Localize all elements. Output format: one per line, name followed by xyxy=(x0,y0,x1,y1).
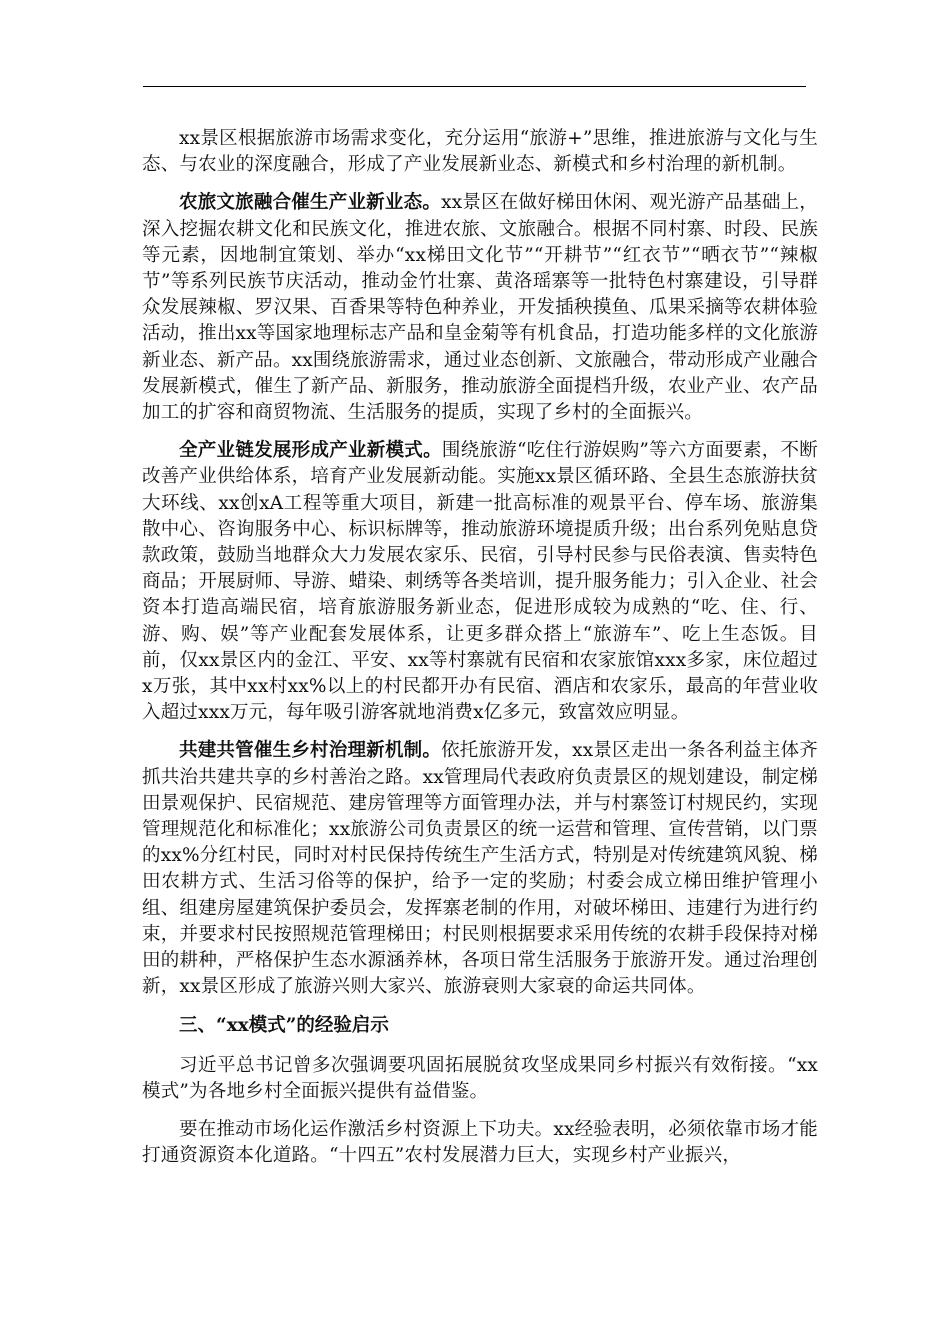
section-heading: 三、“xx模式”的经验启示 xyxy=(179,1014,389,1036)
paragraph-governance-mechanism xyxy=(142,738,818,1000)
paragraph-text: 围绕旅游“吃住行游娱购”等六方面要素，不断改善产业供给体系，培育产业发展新动能。实施xx景区循环路、全县生态旅游扶贫大环线、xx创xA工程等重大项目，新建一批高标准的观景平台、停车场、旅游集散中心、咨询服务中心、标识标牌等，推动旅游环境提质升级；出台系列免贴息贷款政策，鼓励当地群众大力发展农家乐、民宿，引导村民参与民俗表演、售卖特色商品；开展厨师、导游、蜡染、刺绣等各类培训，提升服务能力；引入企业、社会资本打造高端民宿，培育旅游服务新业态，促进形成较为成熟的“吃、住、行、游、购、娱”等产业配套发展体系，让更多群众搭上“旅游车”、吃上生态饭。目前，仅xx景区内的金江、平安、xx等村寨就有民宿和农家旅馆xxx多家，床位超过x万张，其中xx村xx%以上的村民都开办有民宿、酒店和农家乐，最高的年营业收入超过xxx万元，每年吸引游客就地消费x亿多元，致富效应明显。 xyxy=(142,440,818,724)
paragraph-lessons-intro xyxy=(142,1053,818,1105)
paragraph-lead: 共建共管催生乡村治理新机制。 xyxy=(179,740,442,762)
header-rule xyxy=(143,86,806,87)
paragraph-new-business-forms xyxy=(142,190,818,426)
paragraph-text: xx景区在做好梯田休闲、观光游产品基础上，深入挖掘农耕文化和民族文化，推进农旅、文旅融合。根据不同村寨、时段、民族等元素，因地制宜策划、举办“xx梯田文化节”“开耕节”“红衣节”“晒衣节”“辣椒节”等系列民族节庆活动，推动金竹壮寨、黄洛瑶寨等一批特色村寨建设，引导群众发展辣椒、罗汉果、百香果等特色种养业，开发插秧摸鱼、瓜果采摘等农耕体验活动，推出xx等国家地理标志产品和皇金菊等有机食品，打造功能多样的文化旅游新业态、新产品。xx围绕旅游需求，通过业态创新、文旅融合，带动形成产业融合发展新模式，催生了新产品、新服务，推动旅游全面提档升级，农业产业、农产品加工的扩容和商贸物流、生活服务的提质，实现了乡村的全面振兴。 xyxy=(142,192,818,424)
paragraph-lead: 农旅文旅融合催生产业新业态。 xyxy=(179,192,442,214)
paragraph-lead: 全产业链发展形成产业新模式。 xyxy=(179,440,442,462)
paragraph-new-industry-model xyxy=(142,438,818,726)
paragraph-text: 依托旅游开发，xx景区走出一条各利益主体齐抓共治共建共享的乡村善治之路。xx管理局代表政府负责景区的规划建设，制定梯田景观保护、民宿规范、建房管理等方面管理办法，并与村寨签订村规民约，实现管理规范化和标准化；xx旅游公司负责景区的统一运营和管理、宣传营销，以门票的xx%分红村民，同时对村民保持传统生产生活方式，特别是对传统建筑风貌、梯田农耕方式、生活习俗等的保护，给予一定的奖励；村委会成立梯田维护管理小组、组建房屋建筑保护委员会，发挥寨老制的作用，对破坏梯田、违建行为进行约束，并要求村民按照规范管理梯田；村民则根据要求采用传统的农耕手段保持对梯田的耕种，严格保护生态水源涵养林，各项日常生活服务于旅游开发。通过治理创新，xx景区形成了旅游兴则大家兴、旅游衰则大家衰的命运共同体。 xyxy=(142,740,818,998)
paragraph-text: 要在推动市场化运作激活乡村资源上下功夫。xx经验表明，必须依靠市场才能打通资源资本化道路。“十四五”农村发展潜力巨大，实现乡村产业振兴， xyxy=(142,1119,818,1167)
paragraph-text: xx景区根据旅游市场需求变化，充分运用“旅游+”思维，推进旅游与文化与生态、与农业的深度融合，形成了产业发展新业态、新模式和乡村治理的新机制。 xyxy=(142,128,818,176)
document-body xyxy=(142,126,818,1182)
paragraph-market-operation xyxy=(142,1117,818,1169)
paragraph-intro xyxy=(142,126,818,178)
paragraph-text: 习近平总书记曾多次强调要巩固拓展脱贫攻坚成果同乡村振兴有效衔接。“xx模式”为各地乡村全面振兴提供有益借鉴。 xyxy=(142,1054,818,1102)
